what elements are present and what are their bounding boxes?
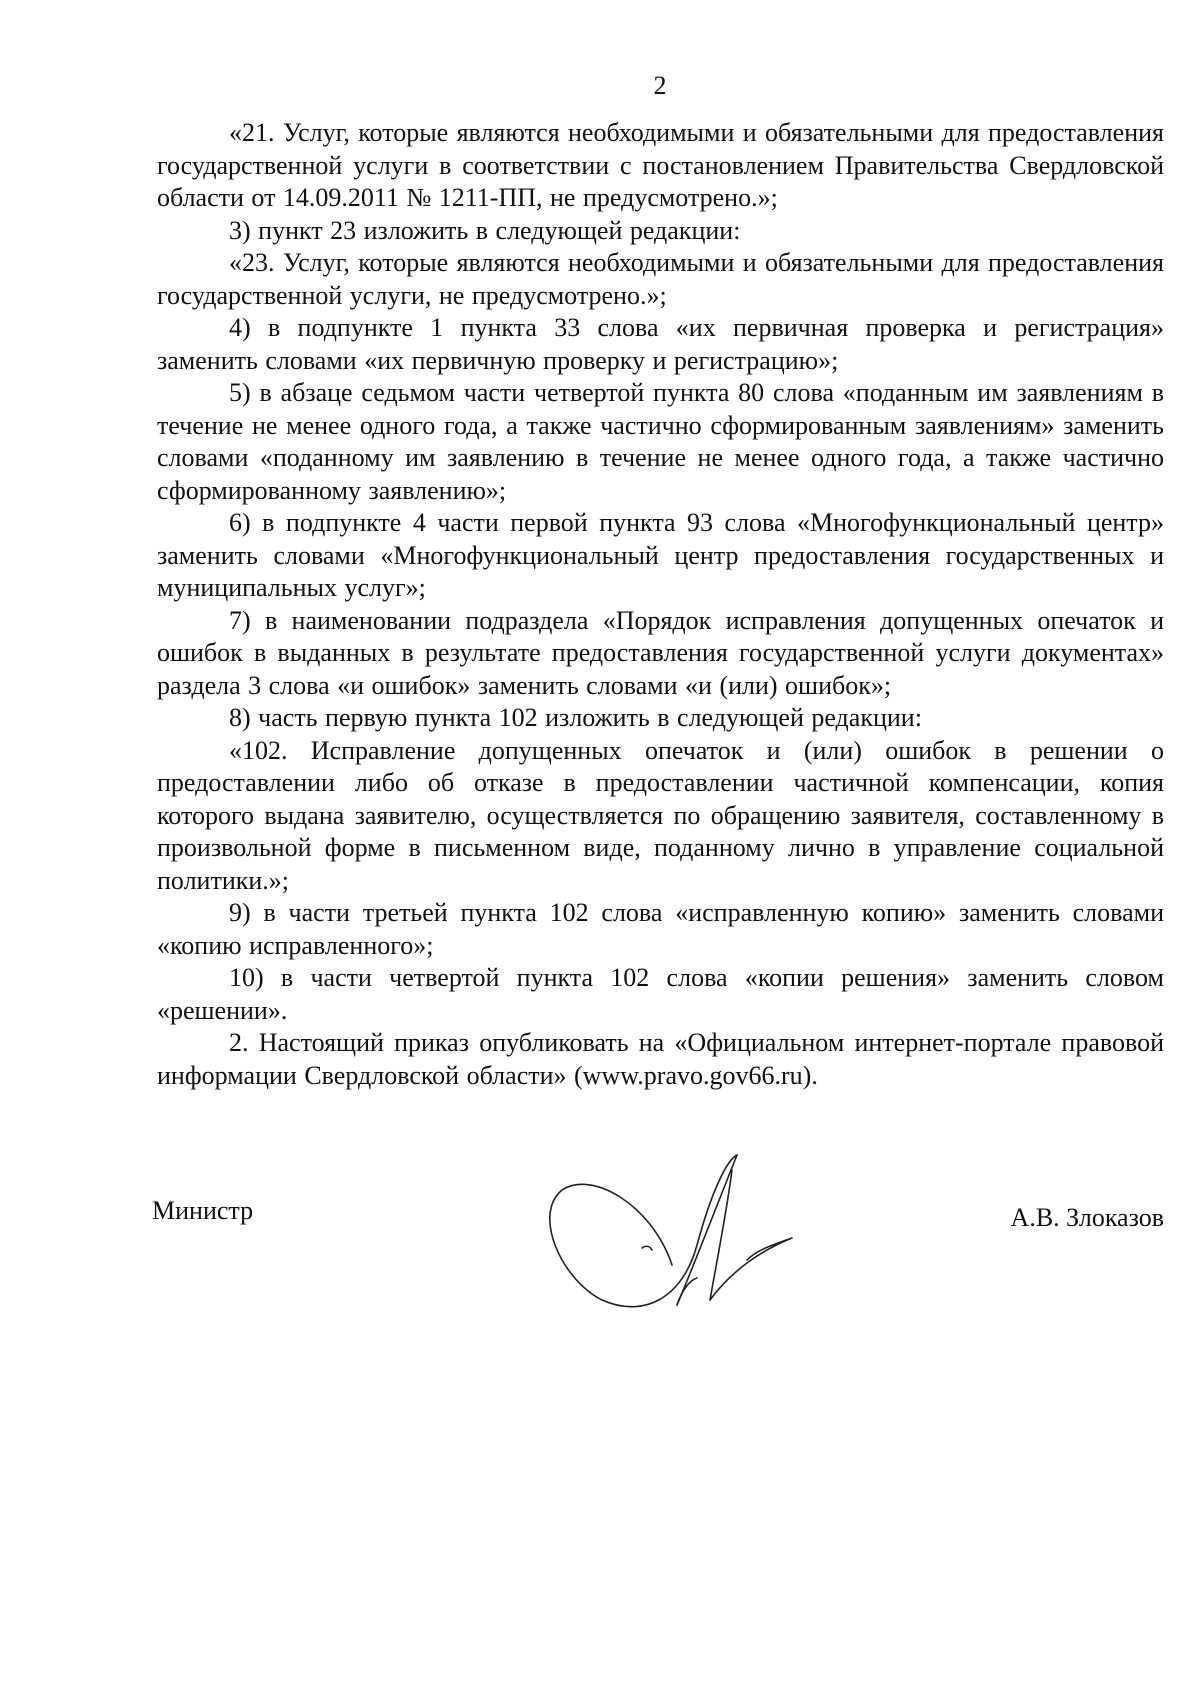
signer-name: А.В. Злоказов: [1010, 1203, 1164, 1232]
signature-block: [152, 1185, 1164, 1325]
handwritten-signature: [532, 1150, 822, 1330]
paragraph-clause-21: «21. Услуг, которые являются необходимыми и обязательными для предоставления государственной услуги в соответствии с постановлением Правительства Свердловской области от 14.09.2011 № 1211-ПП, не предусмотрено.»;: [157, 118, 1164, 212]
paragraph-amendment-5: 5) в абзаце седьмом части четвертой пункта 80 слова «поданным им заявлениям в течение не менее одного года, а также частично сформированным заявлениям» заменить словами «поданному им заявлению в течение не менее одного года, а также частично сформированному заявлению»;: [157, 378, 1164, 505]
signer-position: Министр: [152, 1196, 254, 1225]
document-body: [157, 117, 1164, 1092]
paragraph-amendment-9: 9) в части третьей пункта 102 слова «исправленную копию» заменить словами «копию исправленного»;: [157, 898, 1164, 960]
page-number: 2: [653, 71, 667, 100]
paragraph-amendment-6: 6) в подпункте 4 части первой пункта 93 слова «Многофункциональный центр» заменить словами «Многофункциональный центр предоставления государственных и муниципальных услуг»;: [157, 508, 1164, 602]
paragraph-clause-102: «102. Исправление допущенных опечаток и (или) ошибок в решении о предоставлении либо об отказе в предоставлении частичной компенсации, копия которого выдана заявителю, осуществляется по обращению заявителя, составленному в произвольной форме в письменном виде, поданному лично в управление социальной политики.»;: [157, 735, 1164, 895]
paragraph-amendment-3: 3) пункт 23 изложить в следующей редакции:: [229, 215, 741, 245]
paragraph-amendment-10: 10) в части четвертой пункта 102 слова «копии решения» заменить словом «решении».: [157, 963, 1164, 1025]
paragraph-publication: 2. Настоящий приказ опубликовать на «Официальном интернет-портале правовой информации Свердловской области» (www.pravo.gov66.ru).: [157, 1028, 1164, 1090]
paragraph-clause-23: «23. Услуг, которые являются необходимыми и обязательными для предоставления государственной услуги, не предусмотрено.»;: [157, 248, 1164, 310]
paragraph-amendment-8: 8) часть первую пункта 102 изложить в следующей редакции:: [229, 703, 922, 732]
paragraph-amendment-4: 4) в подпункте 1 пункта 33 слова «их первичная проверка и регистрация» заменить словами «их первичную проверку и регистрацию»;: [157, 313, 1164, 375]
paragraph-amendment-7: 7) в наименовании подраздела «Порядок исправления допущенных опечаток и ошибок в выданных в результате предоставления государственной услуги документах» раздела 3 слова «и ошибок» заменить словами «и (или) ошибок»;: [157, 605, 1164, 700]
